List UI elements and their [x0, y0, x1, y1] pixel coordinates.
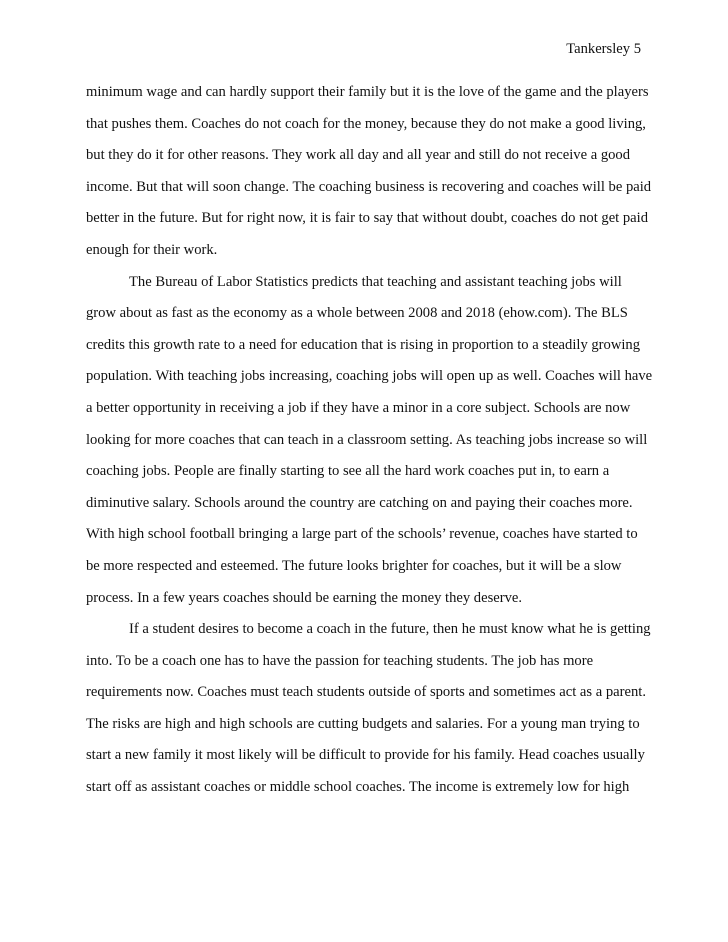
text-line: looking for more coaches that can teach in a classroom setting. As teaching jobs increase so will [86, 431, 648, 448]
text-line: population. With teaching jobs increasing, coaching jobs will open up as well. Coaches will have [86, 368, 653, 385]
text-line: grow about as fast as the economy as a whole between 2008 and 2018 (ehow.com). The BLS [86, 305, 628, 322]
text-line: that pushes them. Coaches do not coach for the money, because they do not make a good living, [86, 115, 646, 132]
text-line: diminutive salary. Schools around the country are catching on and paying their coaches more. [86, 494, 633, 511]
text-line: into. To be a coach one has to have the passion for teaching students. The job has more [86, 652, 594, 669]
paragraph-first-line: The Bureau of Labor Statistics predicts that teaching and assistant teaching jobs will [129, 273, 622, 290]
text-line: The risks are high and high schools are cutting budgets and salaries. For a young man trying to [86, 715, 640, 732]
text-line: requirements now. Coaches must teach students outside of sports and sometimes act as a parent. [86, 684, 646, 701]
text-line: With high school football bringing a large part of the schools’ revenue, coaches have started to [86, 526, 638, 543]
text-line: credits this growth rate to a need for education that is rising in proportion to a steadily growing [86, 336, 641, 353]
text-line: be more respected and esteemed. The future looks brighter for coaches, but it will be a slow [86, 557, 622, 574]
text-line: better in the future. But for right now, it is fair to say that without doubt, coaches do not get paid [86, 210, 649, 227]
text-line: start off as assistant coaches or middle school coaches. The income is extremely low for high [86, 779, 630, 796]
paragraph-first-line: If a student desires to become a coach in the future, then he must know what he is getting [129, 621, 651, 638]
text-line: a better opportunity in receiving a job if they have a minor in a core subject. Schools are now [86, 399, 631, 416]
document-body [86, 77, 656, 804]
text-line: process. In a few years coaches should be earning the money they deserve. [86, 589, 523, 606]
text-line: coaching jobs. People are finally starting to see all the hard work coaches put in, to earn a [86, 463, 610, 480]
text-line: start a new family it most likely will be difficult to provide for his family. Head coaches usually [86, 747, 645, 764]
text-line: but they do it for other reasons. They work all day and all year and still do not receive a good [86, 147, 631, 164]
text-line: enough for their work. [86, 241, 218, 258]
text-line: minimum wage and can hardly support their family but it is the love of the game and the players [86, 84, 649, 100]
text-line: income. But that will soon change. The coaching business is recovering and coaches will be paid [86, 178, 652, 195]
running-head: Tankersley 5 [566, 41, 641, 57]
